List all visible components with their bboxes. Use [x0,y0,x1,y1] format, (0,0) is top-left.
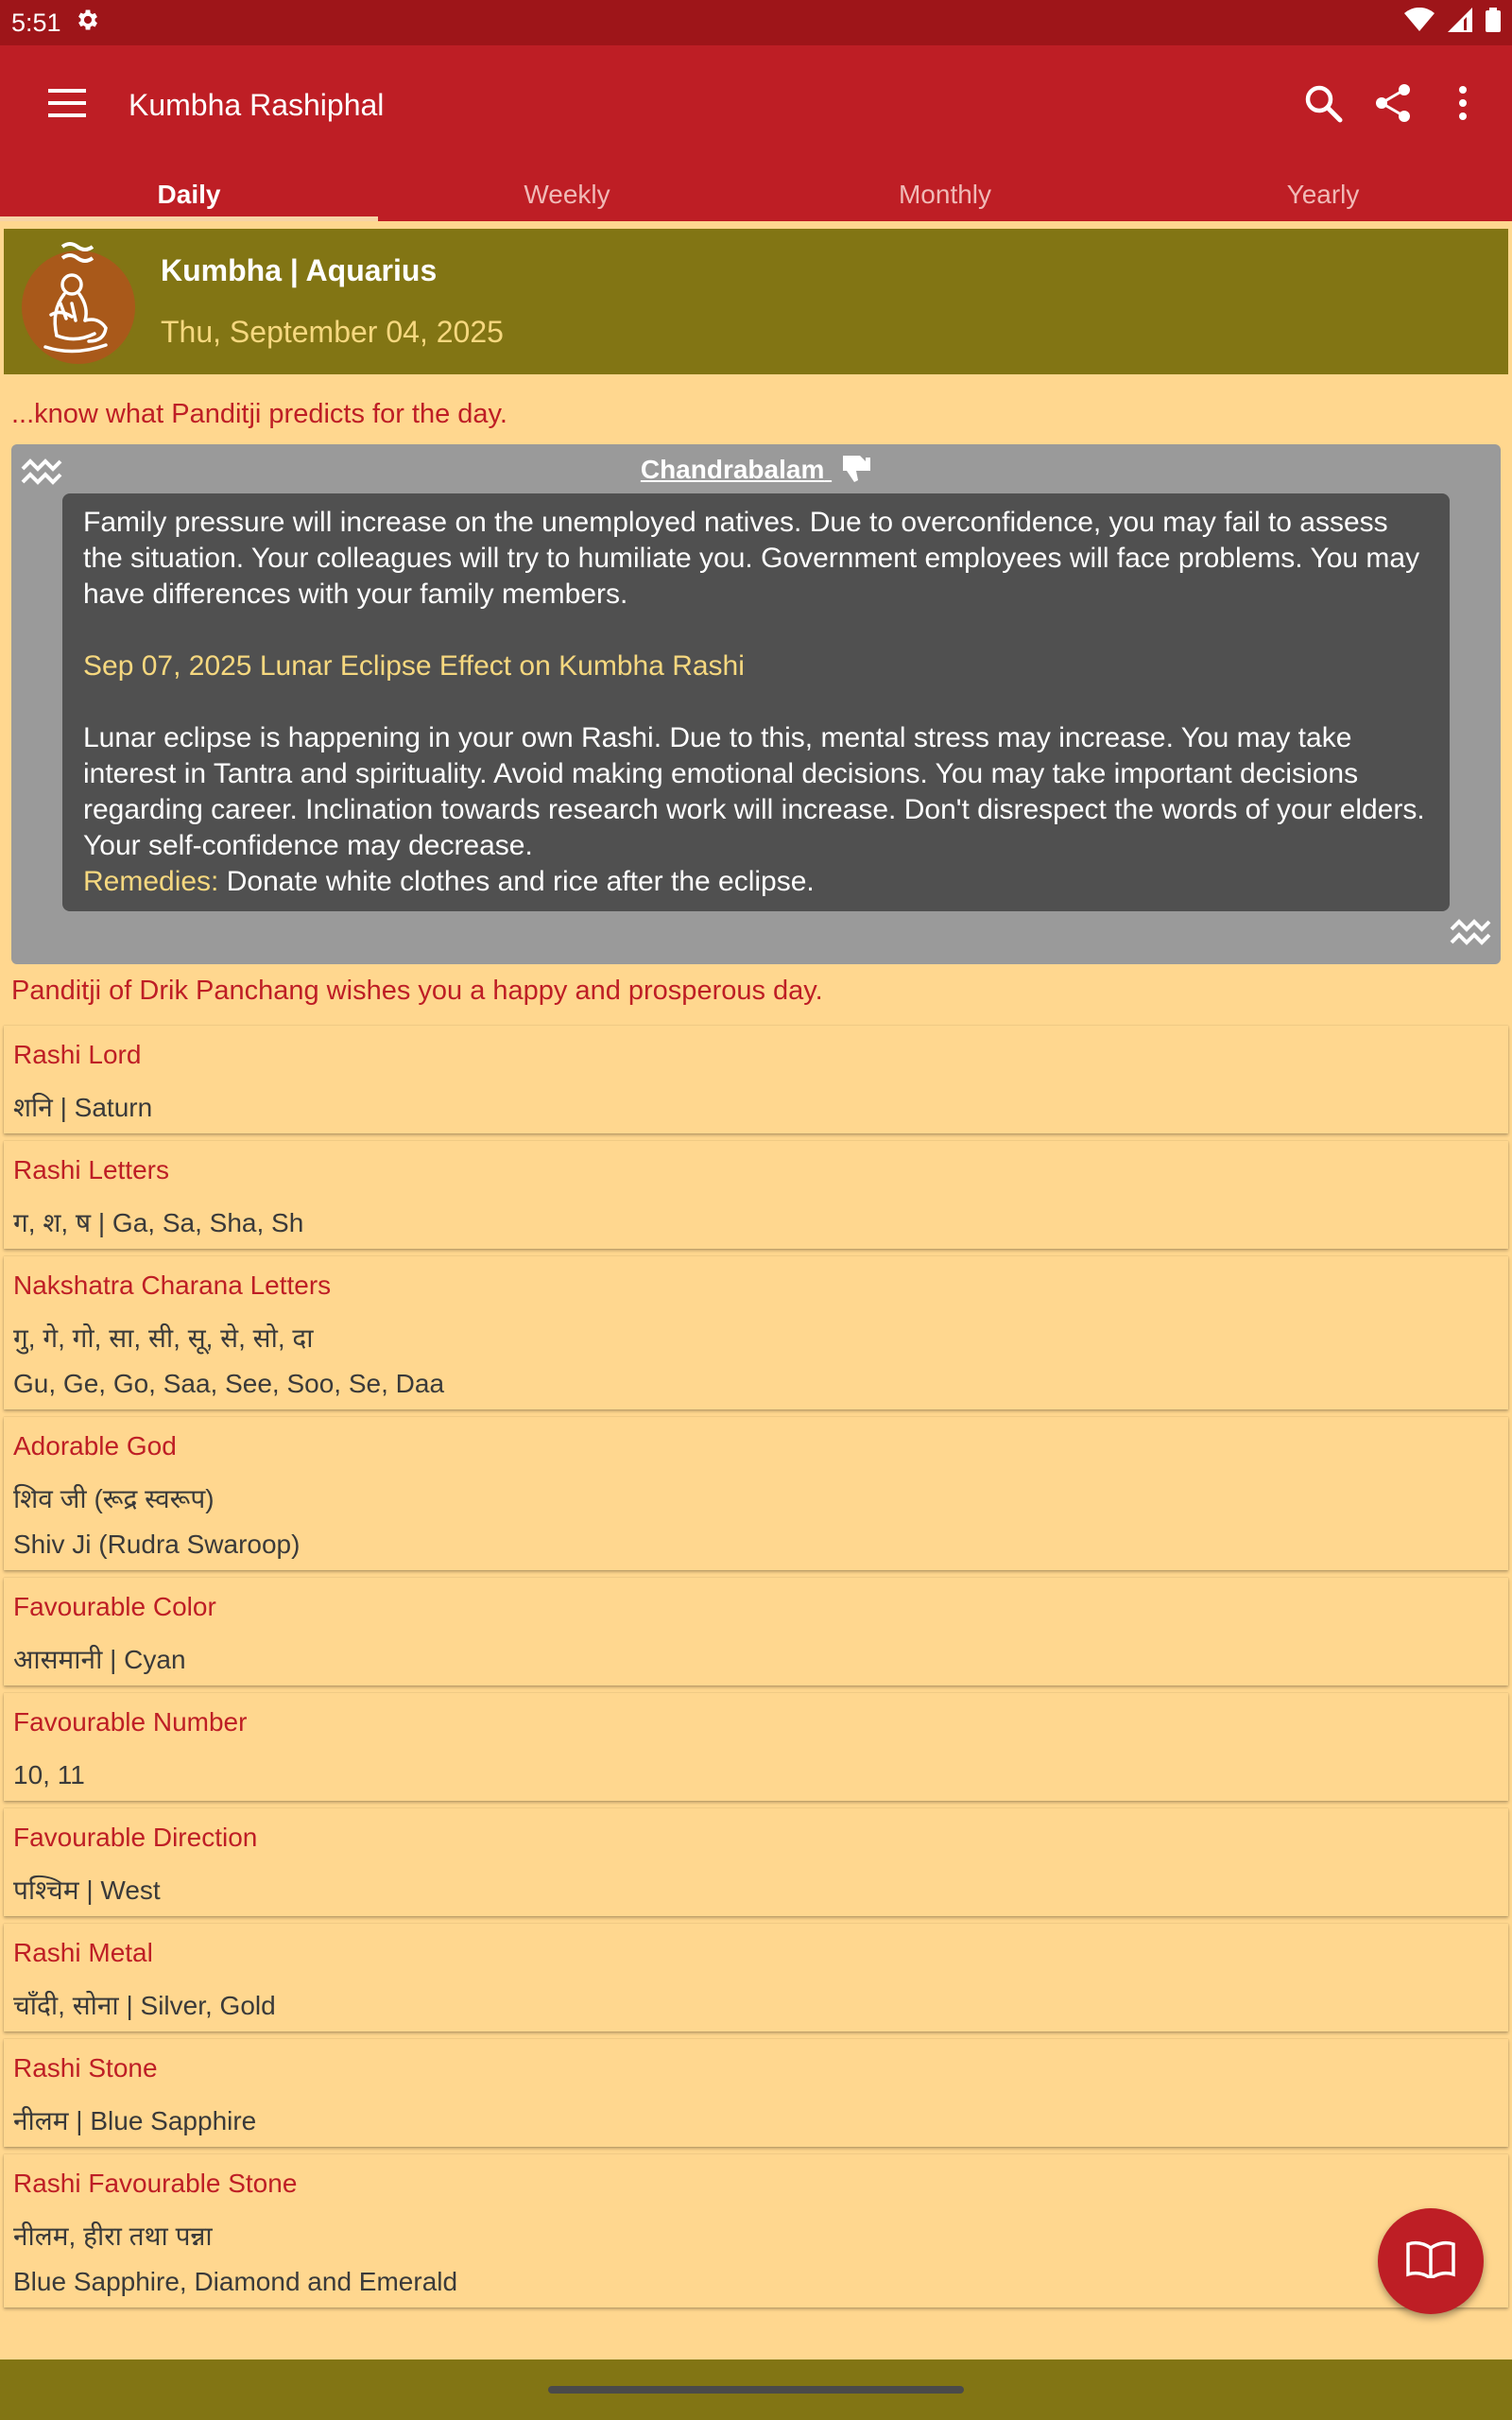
info-card-nakshatra-letters [4,1256,1508,1409]
aquarius-icon [1450,918,1491,951]
info-card-rashi-lord [4,1026,1508,1133]
info-label: Rashi Stone [13,2053,158,2083]
status-bar [0,0,1512,45]
info-label: Favourable Number [13,1707,248,1737]
rashi-date: Thu, September 04, 2025 [161,315,504,349]
info-card-favourable-number [4,1693,1508,1801]
status-time: 5:51 [11,8,61,37]
info-value: नीलम, हीरा तथा पन्ना [13,2221,213,2251]
prediction-panel [11,444,1501,964]
info-card-rashi-letters [4,1141,1508,1249]
info-value: Blue Sapphire, Diamond and Emerald [13,2267,458,2296]
info-value: शिव जी (रूद्र स्वरूप) [13,1484,215,1513]
battery-icon [1486,8,1501,39]
home-gesture-handle[interactable] [548,2386,964,2394]
tab-monthly[interactable]: Monthly [898,180,992,209]
book-fab-button[interactable] [1378,2208,1484,2314]
rashi-name: Kumbha | Aquarius [161,253,438,287]
app-title: Kumbha Rashiphal [129,87,385,122]
info-value: 10, 11 [13,1760,85,1789]
chandrabalam-heading[interactable] [11,454,1501,489]
info-value: शनि | Saturn [13,1093,153,1122]
info-label: Favourable Direction [13,1823,258,1852]
info-label: Favourable Color [13,1592,216,1621]
more-vert-icon [1458,86,1468,125]
info-card-adorable-god [4,1417,1508,1570]
prediction-paragraph: Family pressure will increase on the unemployed natives. Due to overconfidence, you may fail to assess the situation. Your colleagues will try to humiliate you. Government employees will face problems. You may have differences with your family members. [83,507,1420,610]
info-card-rashi-metal [4,1924,1508,2031]
info-label: Rashi Lord [13,1040,142,1069]
tab-weekly[interactable]: Weekly [524,180,610,209]
info-value: चाँदी, सोना | Silver, Gold [13,1991,276,2020]
info-value: ग, श, ष | Ga, Sa, Sha, Sh [13,1208,304,1237]
remedies-label: Remedies: [83,866,219,897]
prediction-text-box [62,493,1450,911]
share-icon [1374,83,1412,128]
signal-icon [1448,8,1472,39]
share-button[interactable] [1361,73,1425,137]
info-card-favourable-direction [4,1808,1508,1916]
intro-text: ...know what Panditji predicts for the day. [11,399,507,429]
remedies-text: Donate white clothes and rice after the eclipse. [218,866,815,897]
remedies-line [83,864,1429,900]
menu-button[interactable] [34,72,100,138]
info-value: पश्चिम | West [13,1876,161,1905]
info-label: Adorable God [13,1431,177,1461]
menu-icon [48,89,86,122]
info-value: आसमानी | Cyan [13,1645,186,1674]
info-value: गु, गे, गो, सा, सी, सू, से, सो, दा [13,1323,314,1353]
info-label: Rashi Favourable Stone [13,2169,298,2198]
period-tabs [0,164,1512,221]
search-button[interactable] [1291,73,1355,137]
info-label: Rashi Letters [13,1155,169,1184]
navigation-bar [0,2360,1512,2420]
eclipse-title: Sep 07, 2025 Lunar Eclipse Effect on Kumbha Rashi [83,650,745,682]
book-icon [1406,2240,1455,2283]
wifi-icon [1404,8,1435,39]
info-card-favourable-color [4,1578,1508,1685]
chandrabalam-label[interactable]: Chandrabalam [640,454,825,484]
more-options-button[interactable] [1431,73,1495,137]
search-icon [1303,83,1343,128]
info-value: Gu, Ge, Go, Saa, See, Soo, Se, Daa [13,1369,445,1398]
thumb-down-icon[interactable] [841,454,871,489]
info-value: Shiv Ji (Rudra Swaroop) [13,1530,301,1559]
info-label: Rashi Metal [13,1938,153,1967]
wishes-text: Panditji of Drik Panchang wishes you a happy and prosperous day. [11,976,823,1006]
tab-yearly[interactable]: Yearly [1286,180,1360,209]
rashi-header [4,229,1508,374]
rashi-info-list [4,1026,1508,2315]
info-card-favourable-stone [4,2154,1508,2308]
info-label: Nakshatra Charana Letters [13,1270,332,1300]
settings-icon [75,7,101,40]
tab-daily[interactable]: Daily [0,164,378,221]
aquarius-emblem [17,235,140,368]
eclipse-paragraph: Lunar eclipse is happening in your own Rashi. Due to this, mental stress may increase. You may take interest in Tantra and spirituality. Avoid making emotional decisions. You may take important decisions regarding career. Inclination towards research work will increase. Don't disrespect the words of your elders. Your self-confidence may decrease. [83,722,1425,861]
info-card-rashi-stone [4,2039,1508,2147]
info-value: नीलम | Blue Sapphire [13,2106,257,2135]
app-bar [0,45,1512,164]
